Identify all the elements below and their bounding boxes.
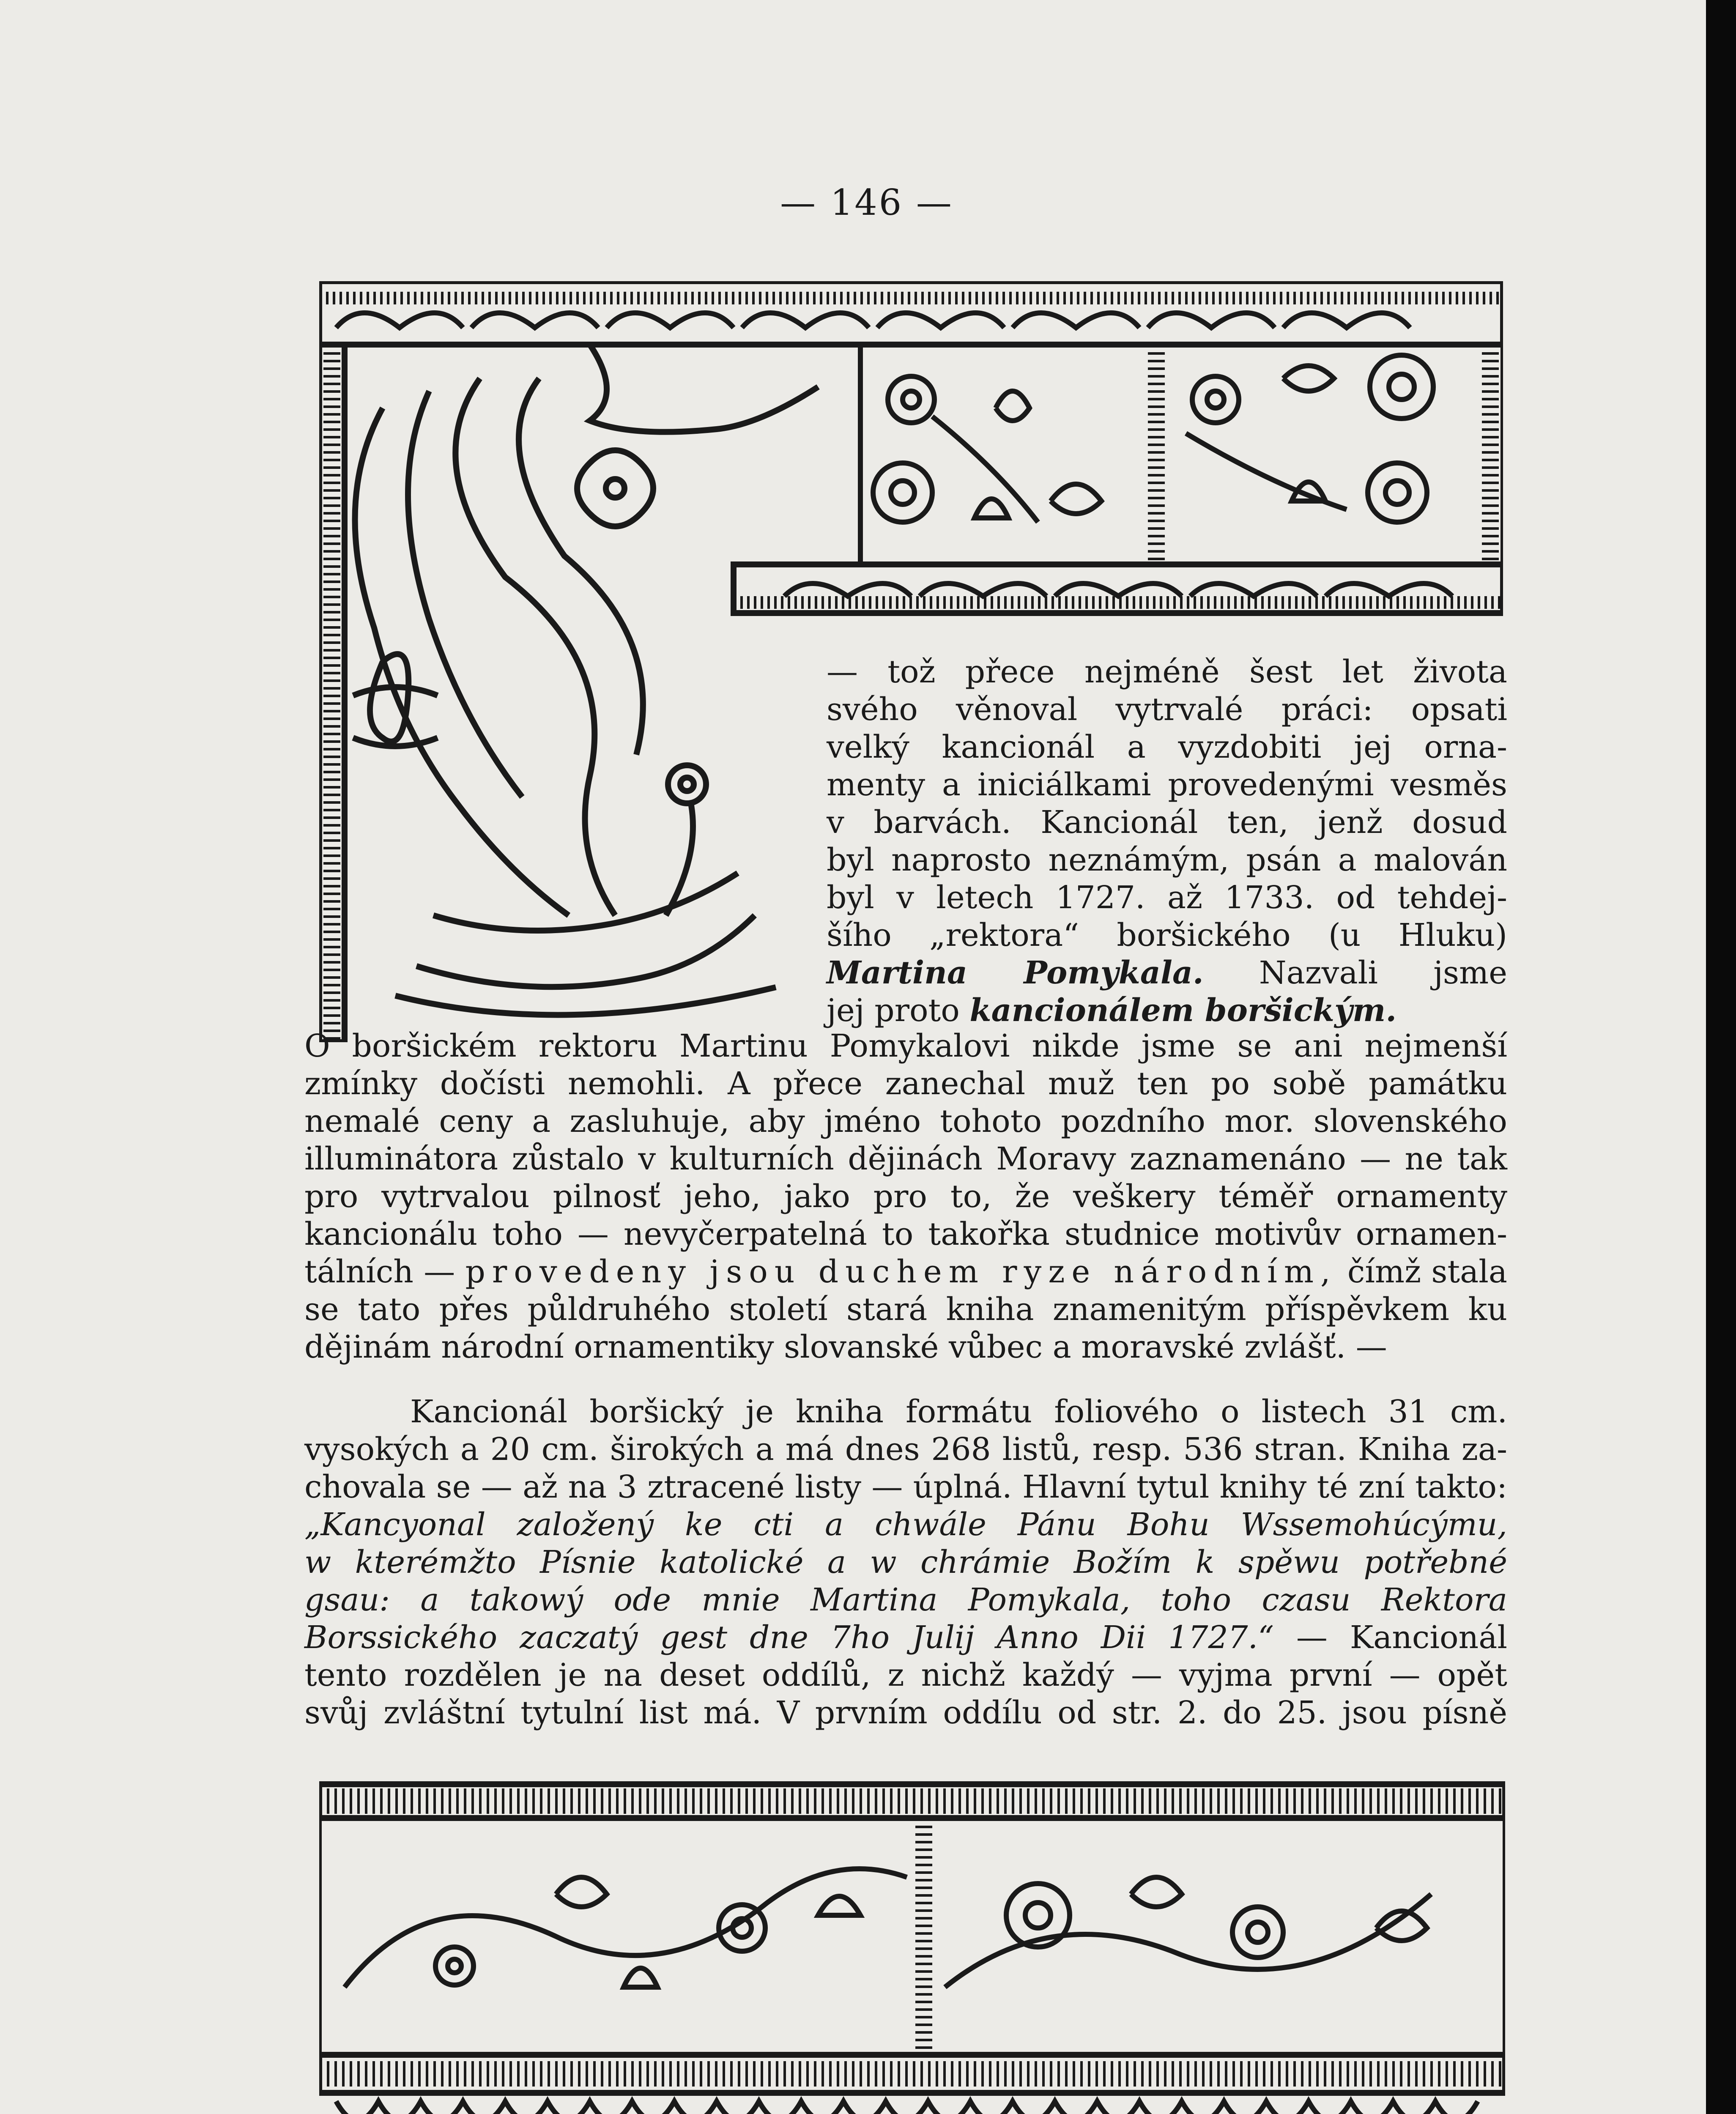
intro-line: menty a iniciálkami provedenými vesměs [827, 767, 1507, 803]
paragraph-line: illuminátora zůstalo v kulturních dějinách Moravy zaznamenáno — ne tak [304, 1141, 1507, 1177]
intro-line: šího „rektora“ boršického (u Hluku) [827, 917, 1507, 953]
kancional-title: kancionálem boršickým. [969, 992, 1397, 1029]
intro-line: svého věnoval vytrvalé práci: opsati [827, 691, 1507, 728]
intro-title-line [827, 992, 1507, 1030]
intro-line: byl naprosto neznámým, psán a malován [827, 842, 1507, 878]
intro-line: byl v letech 1727. až 1733. od tehdej- [827, 879, 1507, 916]
spaced-emphasis-line [304, 1253, 1507, 1291]
intro-name-line [827, 954, 1507, 992]
intro-line: velký kancionál a vyzdobiti jej orna- [827, 729, 1507, 765]
paragraph-line: vysokých a 20 cm. širokých a má dnes 268 listů, resp. 536 stran. Kniha za- [304, 1431, 1507, 1468]
spaced-prefix: tálních — [304, 1254, 465, 1290]
intro-name-rest: Nazvali jsme [1203, 955, 1507, 991]
quote-line: gsau: a takowý ode mnie Martina Pomykala, toho czasu Rektora [304, 1582, 1507, 1618]
quote-end-line [304, 1619, 1507, 1657]
intro-line: — tož přece nejméně šest let života [827, 654, 1507, 690]
intro-column [827, 653, 1507, 1030]
quote-end-rest: — Kancionál [1274, 1619, 1508, 1656]
paragraph-line: pro vytrvalou pilnosť jeho, jako pro to, že veškery téměř ornamenty [304, 1178, 1507, 1215]
bottom-ornament-band-icon [319, 1767, 1505, 2114]
author-name: Martina Pomykala. [827, 955, 1204, 991]
paragraph-line: tento rozdělen je na deset oddílů, z nichž každý — vyjma první — opět [304, 1657, 1507, 1693]
scan-edge-border [1706, 0, 1736, 2114]
paragraph-2 [304, 1393, 1507, 1732]
quote-line: „Kancyonal založený ke cti a chwále Pánu Bohu Wssemohúcýmu, [304, 1506, 1507, 1543]
paragraph-line: zmínky dočísti nemohli. A přece zanechal muž ten po sobě památku [304, 1065, 1507, 1102]
paragraph-line: O boršickém rektoru Martinu Pomykalovi nikde jsme se ani nejmenší [304, 1028, 1507, 1064]
intro-title-prefix: jej proto [827, 992, 970, 1029]
intro-line: v barvách. Kancionál ten, jenž dosud [827, 804, 1507, 841]
quote-end: Borssického zaczatý gest dne 7ho Julij Anno Dii 1727.“ [304, 1619, 1274, 1656]
page-number: — 146 — [780, 182, 953, 223]
quote-line: w kterémžto Písnie katolické a w chrámie Božím k spěwu potřebné [304, 1544, 1507, 1580]
paragraph-line: se tato přes půldruhého století stará kniha znamenitým příspěvkem ku [304, 1291, 1507, 1328]
paragraph-line: kancionálu toho — nevyčerpatelná to takořka studnice motivův ornamen- [304, 1216, 1507, 1252]
paragraph-line: Kancionál boršický je kniha formátu foliového o listech 31 cm. [410, 1394, 1507, 1430]
paragraph-line: chovala se — až na 3 ztracené listy — úplná. Hlavní tytul knihy té zní takto: [304, 1469, 1507, 1505]
spaced-emphasis: provedeny jsou duchem ryze národním, [465, 1254, 1337, 1290]
paragraph-line: nemalé ceny a zasluhuje, aby jméno tohoto pozdního mor. slovenského [304, 1103, 1507, 1139]
paragraph-line: dějinám národní ornamentiky slovanské vůbec a moravské zvlášť. — [304, 1329, 1387, 1365]
spaced-suffix: čímž stala [1337, 1254, 1508, 1290]
paragraph-1 [304, 1027, 1507, 1366]
paragraph-line: svůj zvláštní tytulní list má. V prvním oddílu od str. 2. do 25. jsou písně [304, 1695, 1507, 1731]
